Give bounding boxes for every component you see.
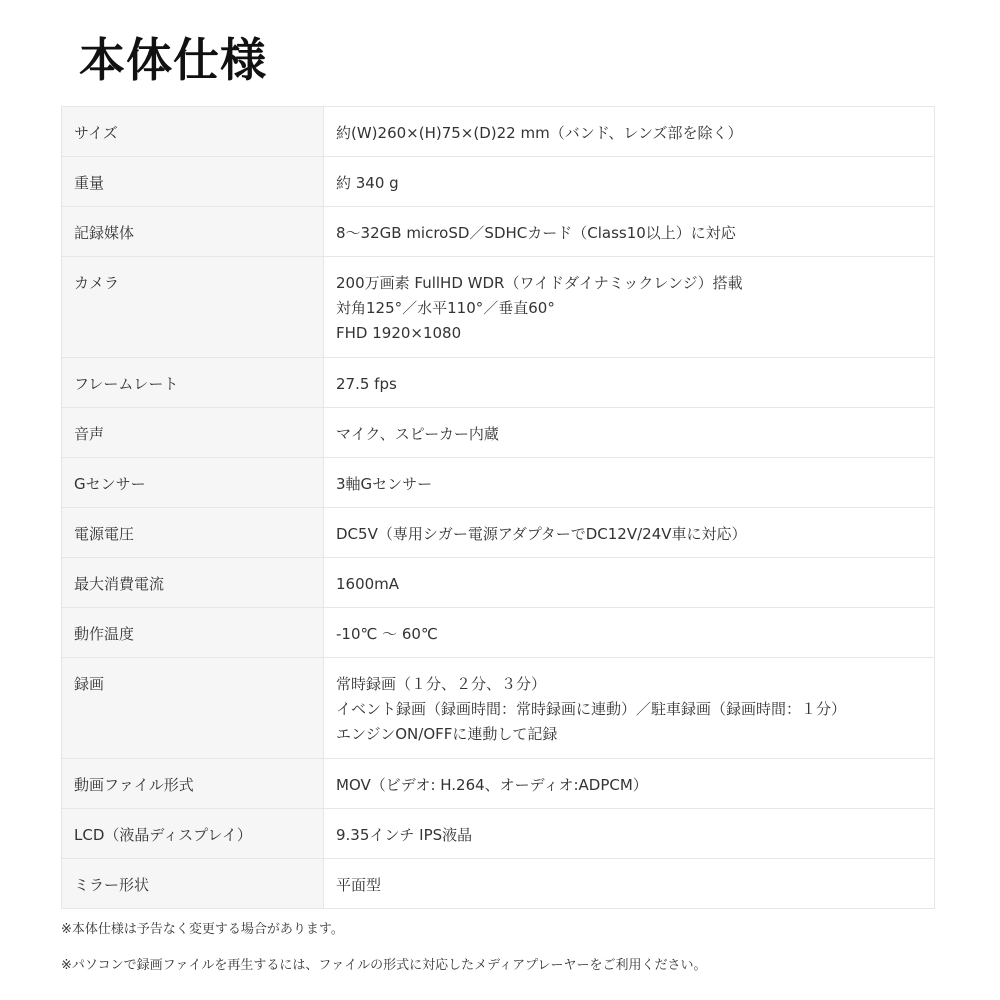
- spec-label: 動作温度: [62, 608, 324, 658]
- spec-value-line: 対角125°／水平110°／垂直60°: [336, 299, 555, 317]
- spec-table: [61, 106, 935, 909]
- spec-value: [324, 458, 935, 508]
- spec-label: フレームレート: [62, 358, 324, 408]
- playback-note: ※パソコンで録画ファイルを再生するには、ファイルの形式に対応したメディアプレーヤーをご利用ください。: [61, 958, 707, 973]
- spec-label: カメラ: [62, 257, 324, 358]
- spec-label: 録画: [62, 658, 324, 759]
- spec-row-recording: [62, 658, 935, 759]
- spec-value-line: マイク、スピーカー内蔵: [336, 425, 499, 443]
- spec-value-line: エンジンON/OFFに連動して記録: [336, 725, 558, 743]
- spec-value: [324, 759, 935, 809]
- spec-value-line: MOV（ビデオ: H.264、オーディオ:ADPCM）: [336, 776, 648, 794]
- spec-row-weight: [62, 157, 935, 207]
- spec-value-line: FHD 1920×1080: [336, 324, 462, 342]
- spec-row-mirror-shape: [62, 859, 935, 909]
- spec-value: [324, 859, 935, 909]
- spec-value-line: 平面型: [336, 876, 382, 894]
- spec-value-line: -10℃ ～ 60℃: [336, 625, 438, 643]
- spec-value: [324, 107, 935, 157]
- spec-value: [324, 608, 935, 658]
- spec-value-line: 約(W)260×(H)75×(D)22 mm（バンド、レンズ部を除く）: [336, 124, 743, 142]
- spec-row-temperature: [62, 608, 935, 658]
- spec-value: [324, 408, 935, 458]
- spec-label: 記録媒体: [62, 207, 324, 257]
- spec-value: [324, 809, 935, 859]
- spec-label: Gセンサー: [62, 458, 324, 508]
- page-title: 本体仕様: [79, 33, 267, 87]
- spec-label: LCD（液晶ディスプレイ）: [62, 809, 324, 859]
- spec-label: 電源電圧: [62, 508, 324, 558]
- spec-value-line: 3軸Gセンサー: [336, 475, 433, 493]
- spec-row-audio: [62, 408, 935, 458]
- spec-label: 動画ファイル形式: [62, 759, 324, 809]
- spec-value: [324, 157, 935, 207]
- spec-row-camera: [62, 257, 935, 358]
- spec-value-line: 常時録画（１分、２分、３分）: [336, 675, 547, 693]
- spec-value: [324, 658, 935, 759]
- spec-row-file-format: [62, 759, 935, 809]
- spec-row-gsensor: [62, 458, 935, 508]
- spec-row-lcd: [62, 809, 935, 859]
- spec-value: [324, 508, 935, 558]
- spec-label: 最大消費電流: [62, 558, 324, 608]
- spec-label: ミラー形状: [62, 859, 324, 909]
- spec-row-current: [62, 558, 935, 608]
- spec-row-voltage: [62, 508, 935, 558]
- spec-label: 重量: [62, 157, 324, 207]
- spec-label: サイズ: [62, 107, 324, 157]
- spec-value-line: 1600mA: [336, 575, 400, 593]
- spec-value-line: 200万画素 FullHD WDR（ワイドダイナミックレンジ）搭載: [336, 274, 743, 292]
- spec-row-size: [62, 107, 935, 157]
- spec-value-line: 約 340 g: [336, 174, 399, 192]
- spec-value-line: 9.35インチ IPS液晶: [336, 826, 473, 844]
- spec-value-line: 27.5 fps: [336, 375, 397, 393]
- spec-row-framerate: [62, 358, 935, 408]
- spec-value-line: DC5V（専用シガー電源アダプターでDC12V/24V車に対応）: [336, 525, 747, 543]
- spec-value: [324, 558, 935, 608]
- spec-value: [324, 257, 935, 358]
- spec-value-line: イベント録画（録画時間：常時録画に連動）／駐車録画（録画時間：１分）: [336, 700, 847, 718]
- spec-label: 音声: [62, 408, 324, 458]
- spec-row-storage: [62, 207, 935, 257]
- spec-value-line: 8～32GB microSD／SDHCカード（Class10以上）に対応: [336, 224, 736, 242]
- spec-value: [324, 207, 935, 257]
- disclaimer-note: ※本体仕様は予告なく変更する場合があります。: [61, 922, 344, 937]
- spec-value: [324, 358, 935, 408]
